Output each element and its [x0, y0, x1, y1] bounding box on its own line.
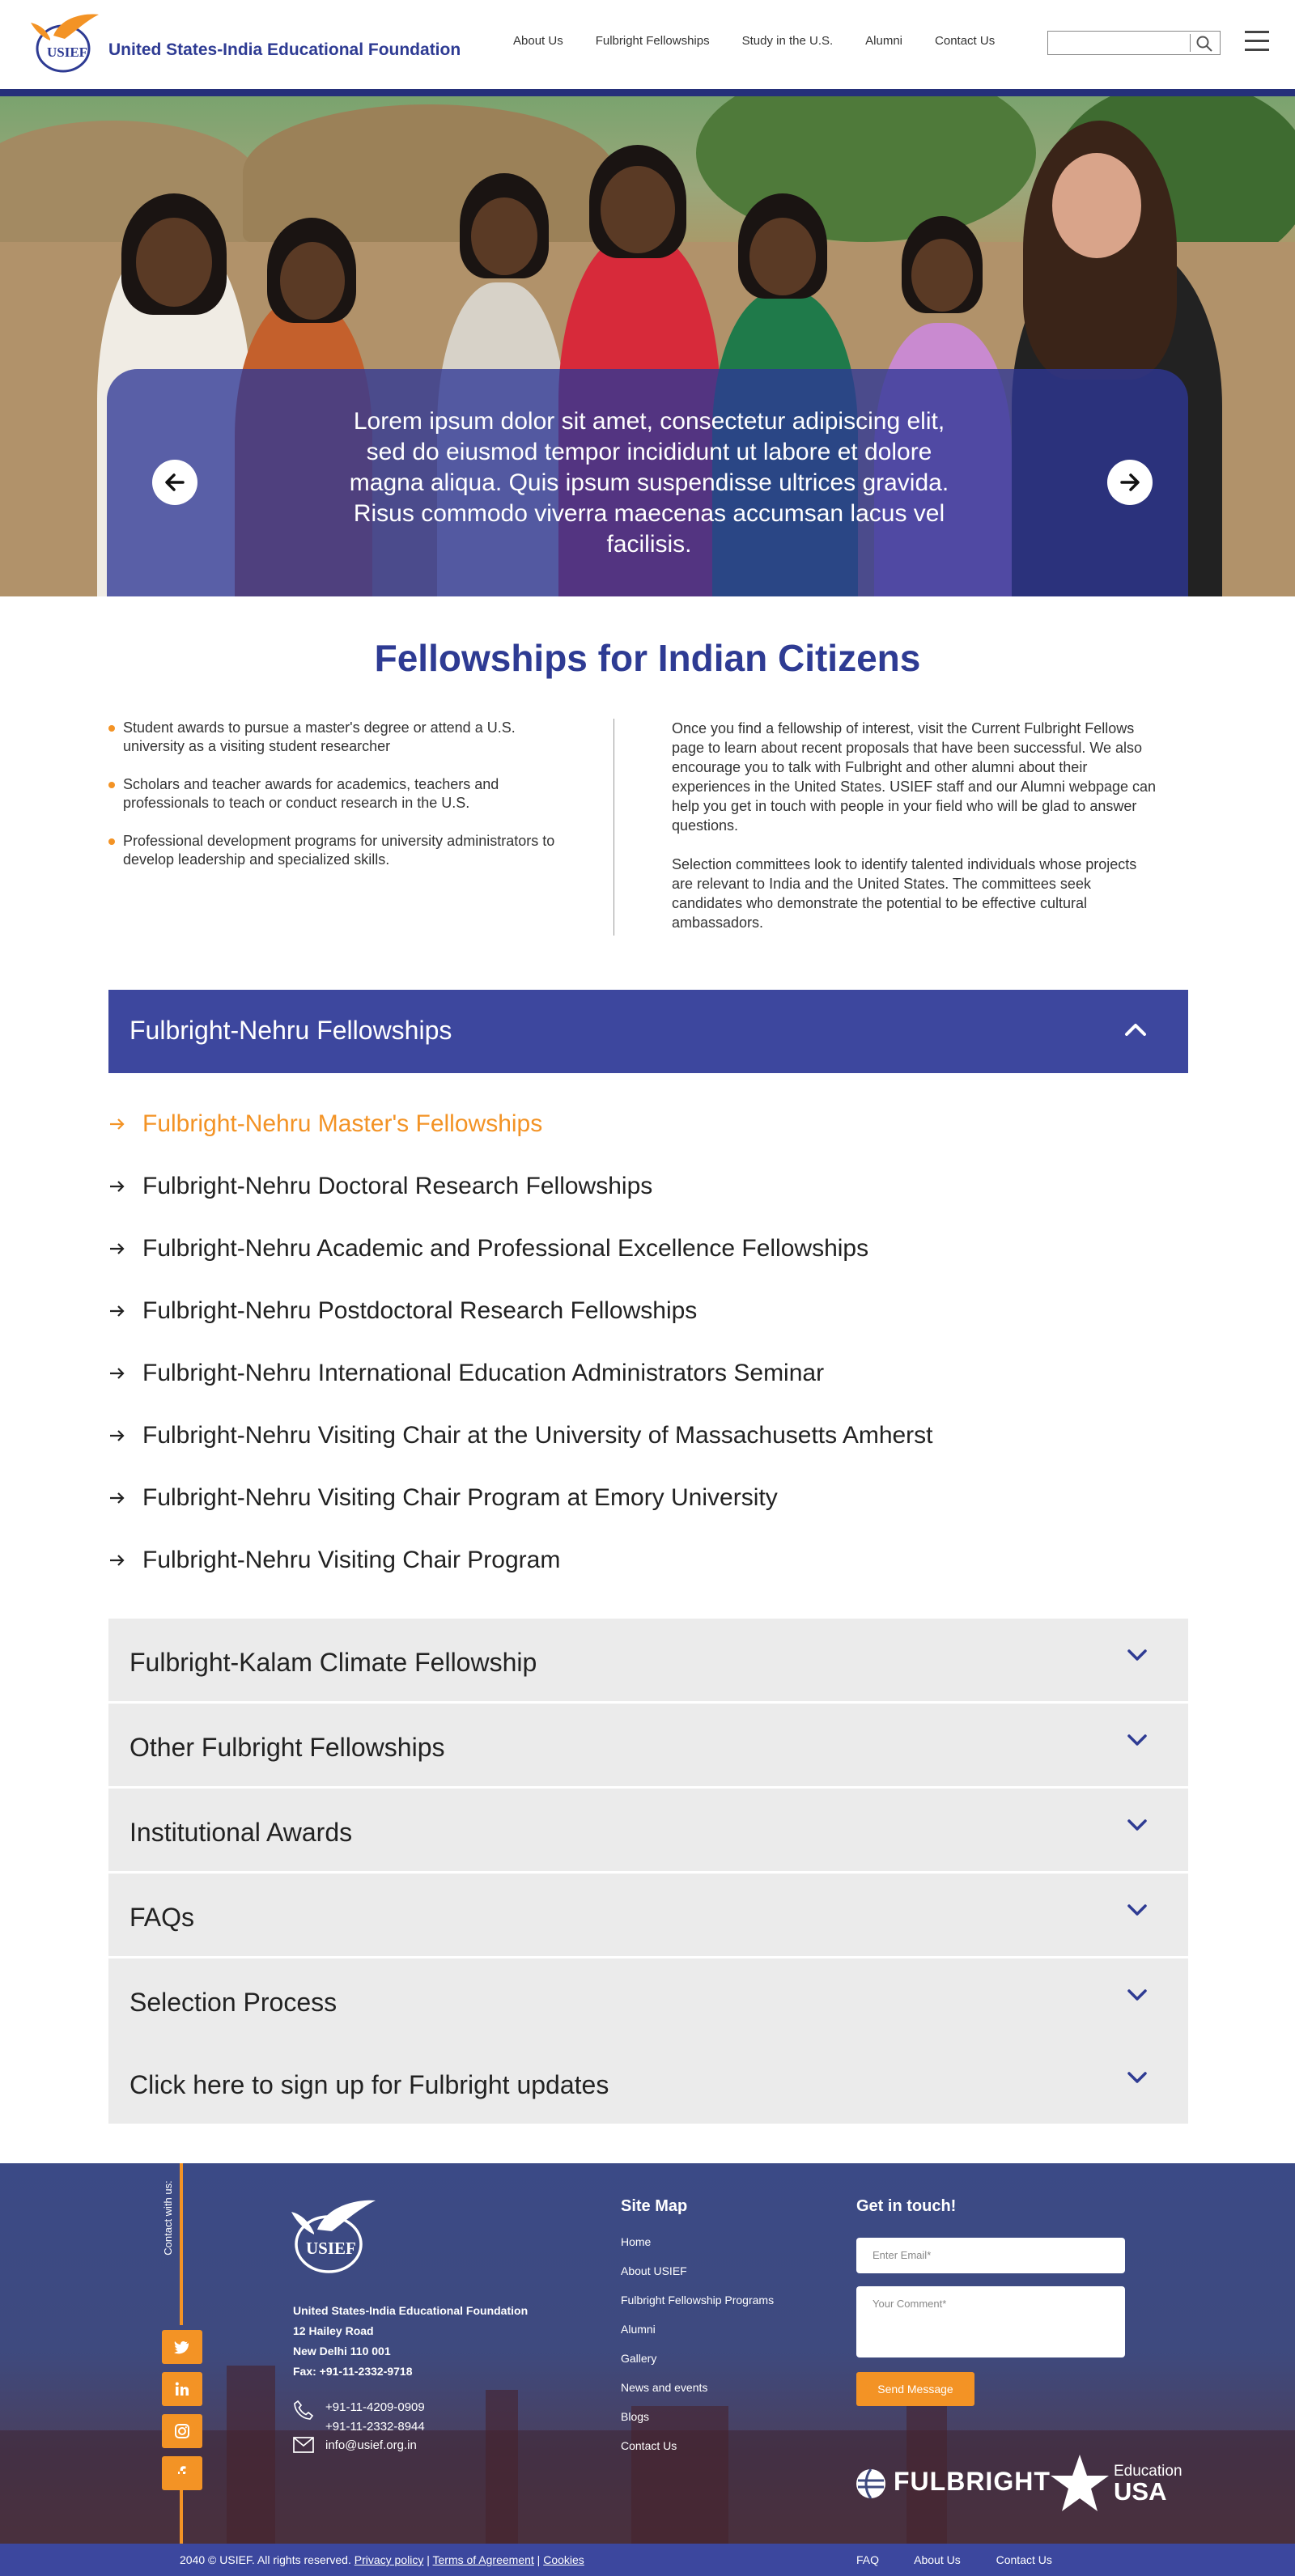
intro-paragraph: Selection committees look to identify talented individuals whose projects are relevant to India and the United States. The committees seek candidates who demonstrate the potential to be effective cultural ambassadors. [672, 856, 1137, 931]
fellowship-link-list [108, 1101, 1161, 1599]
arrow-right-small-icon [108, 1241, 126, 1256]
page-title: Fellowships for Indian Citizens [374, 637, 921, 679]
accordion-faqs[interactable] [108, 1874, 1188, 1956]
fellowship-bullets [107, 719, 560, 889]
footer-logo-text: USIEF [306, 2239, 356, 2258]
carousel-prev-button[interactable] [152, 460, 197, 505]
bottom-link-contact[interactable]: Contact Us [996, 2553, 1052, 2566]
bullet-item: Scholars and teacher awards for academics, teachers and professionals to teach or conduct research in the U.S. [107, 775, 560, 813]
bullet-item: Student awards to pursue a master's degree or attend a U.S. university as a visiting student researcher [107, 719, 560, 756]
address-line: Fax: +91-11-2332-9718 [293, 2365, 413, 2378]
address-line: United States-India Educational Foundation [293, 2304, 529, 2317]
send-message-button[interactable]: Send Message [856, 2372, 974, 2406]
linkedin-icon [174, 2381, 190, 2397]
accordion-fulbright-nehru[interactable] [108, 990, 1188, 1073]
chevron-up-icon[interactable] [1122, 1016, 1149, 1043]
footer-usief-logo[interactable] [290, 2196, 379, 2277]
accordion-title: FAQs [130, 1903, 195, 1932]
intro-paragraph: Once you find a fellowship of interest, visit the Current Fulbright Fellows page to learn about recent proposals that have been successful. We also encourage you to talk with Fulbright and other alumni about their experiences in the United States. USIEF staff and our Alumni webpage can help you get in touch with people in your field who will be glad to answer questions. [672, 720, 1157, 834]
contact-with-us-label: Contact with us: [161, 2180, 174, 2256]
footer-sitemap [621, 2197, 774, 2468]
instagram-icon [174, 2423, 190, 2439]
fulbright-globe-icon [855, 2468, 887, 2500]
fellowship-link[interactable] [108, 1537, 1161, 1599]
fulbright-logo[interactable] [855, 2467, 1051, 2500]
fellowship-link-label: Fulbright-Nehru Academic and Professional Excellence Fellowships [142, 1235, 869, 1262]
email-address: info@usief.org.in [325, 2438, 417, 2452]
arrow-right-small-icon [108, 1491, 126, 1505]
mail-icon [293, 2437, 314, 2453]
search-icon[interactable] [1195, 35, 1213, 53]
chevron-down-icon[interactable] [1125, 1898, 1149, 1922]
usief-logo[interactable] [29, 11, 100, 74]
search-divider [1190, 34, 1191, 52]
sitemap-link-alumni[interactable]: Alumni [621, 2323, 656, 2336]
sitemap-link-news[interactable]: News and events [621, 2381, 708, 2394]
header-divider-bar [0, 89, 1295, 96]
sitemap-link-gallery[interactable]: Gallery [621, 2352, 657, 2365]
accordion-title: Fulbright-Nehru Fellowships [130, 1016, 452, 1045]
arrow-left-icon [162, 469, 188, 495]
edusa-line1: Education [1114, 2463, 1182, 2480]
chevron-down-icon[interactable] [1125, 1983, 1149, 2007]
email-field[interactable]: Enter Email* [856, 2238, 1125, 2273]
fellowship-link[interactable] [108, 1288, 1161, 1350]
fellowship-link[interactable] [108, 1350, 1161, 1412]
carousel-next-button[interactable] [1107, 460, 1153, 505]
site-header [0, 0, 1295, 89]
bottom-link-faq[interactable]: FAQ [856, 2553, 880, 2566]
arrow-right-small-icon [108, 1117, 126, 1131]
bullet-item: Professional development programs for university administrators to develop leadership and specialized skills. [107, 832, 560, 869]
fellowship-link-label: Fulbright-Nehru Visiting Chair Program at Emory University [142, 1484, 778, 1511]
fellowship-link-label: Fulbright-Nehru Visiting Chair Program [142, 1547, 561, 1573]
sitemap-link-contact[interactable]: Contact Us [621, 2439, 677, 2452]
arrow-right-small-icon [108, 1366, 126, 1381]
fellowship-link[interactable] [108, 1225, 1161, 1288]
chevron-down-icon[interactable] [1125, 1643, 1149, 1667]
footer-phones [293, 2398, 425, 2437]
get-in-touch-title: Get in touch! [856, 2197, 957, 2215]
arrow-right-small-icon [108, 1179, 126, 1194]
chevron-down-icon[interactable] [1125, 1813, 1149, 1837]
accordion-kalam-climate[interactable] [108, 1619, 1188, 1701]
twitter-icon [174, 2339, 190, 2355]
sitemap-link-programs[interactable]: Fulbright Fellowship Programs [621, 2294, 775, 2307]
sitemap-link-home[interactable]: Home [621, 2235, 652, 2248]
accordion-other-fellowships[interactable] [108, 1704, 1188, 1786]
nav-contact-us[interactable]: Contact Us [935, 34, 996, 48]
get-in-touch [856, 2197, 956, 2216]
nav-about-us[interactable]: About Us [513, 34, 563, 48]
nav-fulbright-fellowships[interactable]: Fulbright Fellowships [595, 34, 710, 48]
accordion-institutional-awards[interactable] [108, 1789, 1188, 1871]
menu-icon[interactable] [1245, 31, 1269, 52]
nav-alumni[interactable]: Alumni [865, 34, 903, 48]
logo-text: USIEF [47, 45, 88, 60]
arrow-right-small-icon [108, 1428, 126, 1443]
linkedin-button[interactable] [162, 2372, 202, 2406]
accordion-signup-updates[interactable] [108, 2041, 1188, 2124]
bottom-link-about[interactable]: About Us [914, 2553, 961, 2566]
footer-bottom-links [856, 2553, 1085, 2566]
fellowship-link[interactable] [108, 1101, 1161, 1163]
copyright-text: 2040 © USIEF. All rights reserved. [180, 2553, 351, 2566]
chevron-down-icon[interactable] [1125, 1728, 1149, 1752]
phone-icon [293, 2400, 314, 2421]
fellowship-link-label: Fulbright-Nehru Visiting Chair at the University of Massachusetts Amherst [142, 1422, 933, 1449]
phone-number[interactable]: +91-11-2332-8944 [325, 2420, 425, 2434]
terms-link[interactable]: Terms of Agreement [432, 2553, 534, 2566]
hero-caption: Lorem ipsum dolor sit amet, consectetur adipiscing elit, sed do eiusmod tempor incididunt ut labore et dolore magna aliqua. Quis ipsum suspendisse ultrices gravida. Risus commodo viverra maecenas accumsan lacus vel facilisis. [349, 408, 949, 558]
nav-study-in-us[interactable]: Study in the U.S. [741, 34, 834, 48]
hero-caption-box [107, 369, 1188, 596]
edusa-line2: USA [1114, 2477, 1167, 2506]
footer-email[interactable] [293, 2438, 417, 2452]
accordion-title: Institutional Awards [130, 1818, 353, 1847]
twitter-button[interactable] [162, 2330, 202, 2364]
fellowship-link[interactable] [108, 1163, 1161, 1225]
fellowship-link-label: Fulbright-Nehru Postdoctoral Research Fellowships [142, 1297, 698, 1324]
accordion-title: Click here to sign up for Fulbright updates [130, 2070, 609, 2099]
cookies-link[interactable]: Cookies [543, 2553, 584, 2566]
instagram-button[interactable] [162, 2414, 202, 2448]
sitemap-link-blogs[interactable]: Blogs [621, 2410, 650, 2423]
fellowship-link-label: Fulbright-Nehru Doctoral Research Fellowships [142, 1173, 653, 1199]
sitemap-link-about[interactable]: About USIEF [621, 2264, 687, 2277]
main-nav [513, 34, 1027, 48]
fellowship-link-label: Fulbright-Nehru Master's Fellowships [142, 1110, 543, 1137]
search-input[interactable] [1047, 31, 1221, 55]
hero-banner [0, 96, 1295, 596]
comment-field[interactable]: Your Comment* [856, 2286, 1125, 2357]
fellowship-link[interactable] [108, 1475, 1161, 1537]
fellowship-link[interactable] [108, 1412, 1161, 1475]
accordion-title: Fulbright-Kalam Climate Fellowship [130, 1648, 537, 1677]
chevron-down-icon[interactable] [1125, 2065, 1149, 2090]
copyright: 2040 © USIEF. All rights reserved. Privacy policy | Terms of Agreement | Cookies [180, 2553, 584, 2566]
accordion-selection-process[interactable] [108, 1959, 1188, 2041]
fellowship-link-label: Fulbright-Nehru International Education Administrators Seminar [142, 1360, 825, 1386]
intro-text [672, 719, 1157, 952]
org-name[interactable]: United States-India Educational Foundation [108, 40, 461, 59]
arrow-right-small-icon [108, 1304, 126, 1318]
site-footer [0, 2163, 1295, 2576]
address-line: New Delhi 110 001 [293, 2345, 391, 2357]
star-icon [1049, 2453, 1110, 2514]
accordion-title: Other Fulbright Fellowships [130, 1733, 445, 1762]
sitemap-title: Site Map [621, 2197, 688, 2215]
footer-bottom-bar [0, 2544, 1295, 2576]
arrow-right-icon [1117, 469, 1143, 495]
arrow-right-small-icon [108, 1553, 126, 1568]
fulbright-text: FULBRIGHT [894, 2467, 1051, 2496]
footer-address [293, 2301, 528, 2382]
phone-number[interactable]: +91-11-4209-0909 [325, 2400, 425, 2414]
address-line: 12 Hailey Road [293, 2324, 374, 2337]
accordion-title: Selection Process [130, 1988, 338, 2017]
privacy-link[interactable]: Privacy policy [354, 2553, 424, 2566]
